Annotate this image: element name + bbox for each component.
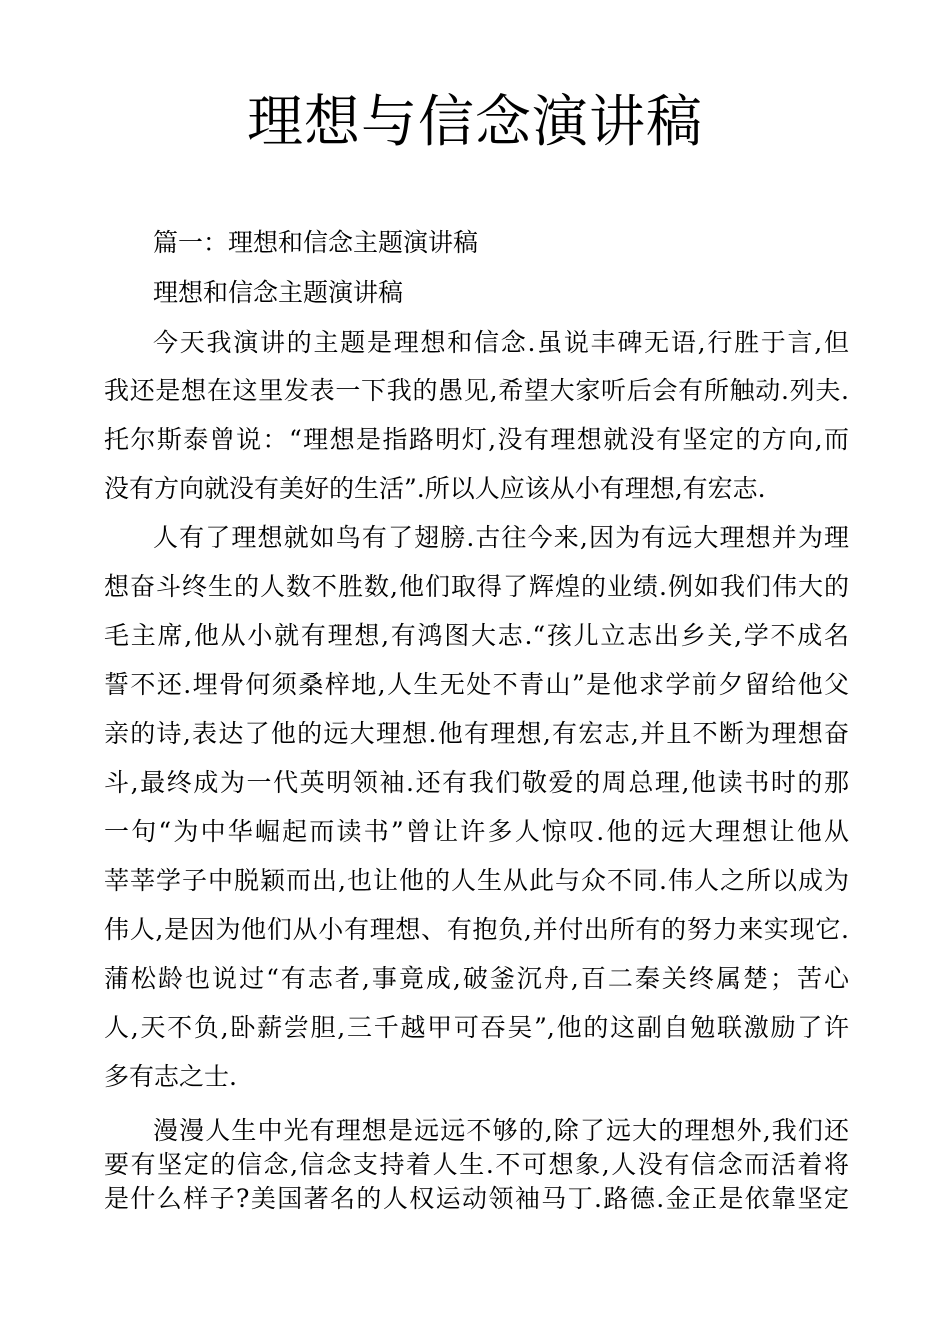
paragraph-2-line-11: 人,天不负,卧薪尝胆,三千越甲可吞吴”,他的这副自勉联激励了许: [104, 1013, 849, 1042]
paragraph-2-line-10: 蒲松龄也说过“有志者,事竟成,破釜沉舟,百二秦关终属楚；苦心: [104, 964, 849, 993]
paragraph-2-line-6: 斗,最终成为一代英明领袖.还有我们敬爱的周总理,他读书时的那: [104, 768, 849, 797]
paragraph-1-line-1: 今天我演讲的主题是理想和信念.虽说丰碑无语,行胜于言,但: [153, 328, 849, 357]
paragraph-2-line-1: 人有了理想就如鸟有了翅膀.古往今来,因为有远大理想并为理: [153, 523, 849, 552]
paragraph-1-line-3: 托尔斯泰曾说：“理想是指路明灯,没有理想就没有坚定的方向,而: [104, 425, 849, 454]
paragraph-2-line-9: 伟人,是因为他们从小有理想、有抱负,并付出所有的努力来实现它.: [104, 915, 849, 944]
paragraph-2-line-2: 想奋斗终生的人数不胜数,他们取得了辉煌的业绩.例如我们伟大的: [104, 572, 849, 601]
paragraph-2-line-4: 誓不还.埋骨何须桑梓地,人生无处不青山”是他求学前夕留给他父: [104, 670, 849, 699]
section-heading: 篇一：理想和信念主题演讲稿: [153, 228, 479, 257]
document-title: 理想与信念演讲稿: [247, 90, 703, 155]
paragraph-2-line-3: 毛主席,他从小就有理想,有鸿图大志.“孩儿立志出乡关,学不成名: [104, 621, 849, 650]
paragraph-2-line-5: 亲的诗,表达了他的远大理想.他有理想,有宏志,并且不断为理想奋: [104, 719, 849, 748]
paragraph-2-line-12: 多有志之士.: [104, 1062, 237, 1091]
paragraph-1-line-4: 没有方向就没有美好的生活”.所以人应该从小有理想,有宏志.: [104, 474, 766, 503]
paragraph-3-line-1: 漫漫人生中光有理想是远远不够的,除了远大的理想外,我们还: [153, 1116, 849, 1145]
paragraph-3-line-2: 要有坚定的信念,信念支持着人生.不可想象,人没有信念而活着将: [104, 1150, 849, 1179]
paragraph-3-line-3: 是什么样子?美国著名的人权运动领袖马丁.路德.金正是依靠坚定: [104, 1184, 849, 1213]
paragraph-2-line-7: 一句“为中华崛起而读书”曾让许多人惊叹.他的远大理想让他从: [104, 817, 849, 846]
paragraph-2-line-8: 莘莘学子中脱颖而出,也让他的人生从此与众不同.伟人之所以成为: [104, 866, 849, 895]
subheading: 理想和信念主题演讲稿: [153, 278, 404, 307]
paragraph-1-line-2: 我还是想在这里发表一下我的愚见,希望大家听后会有所触动.列夫.: [104, 376, 849, 405]
